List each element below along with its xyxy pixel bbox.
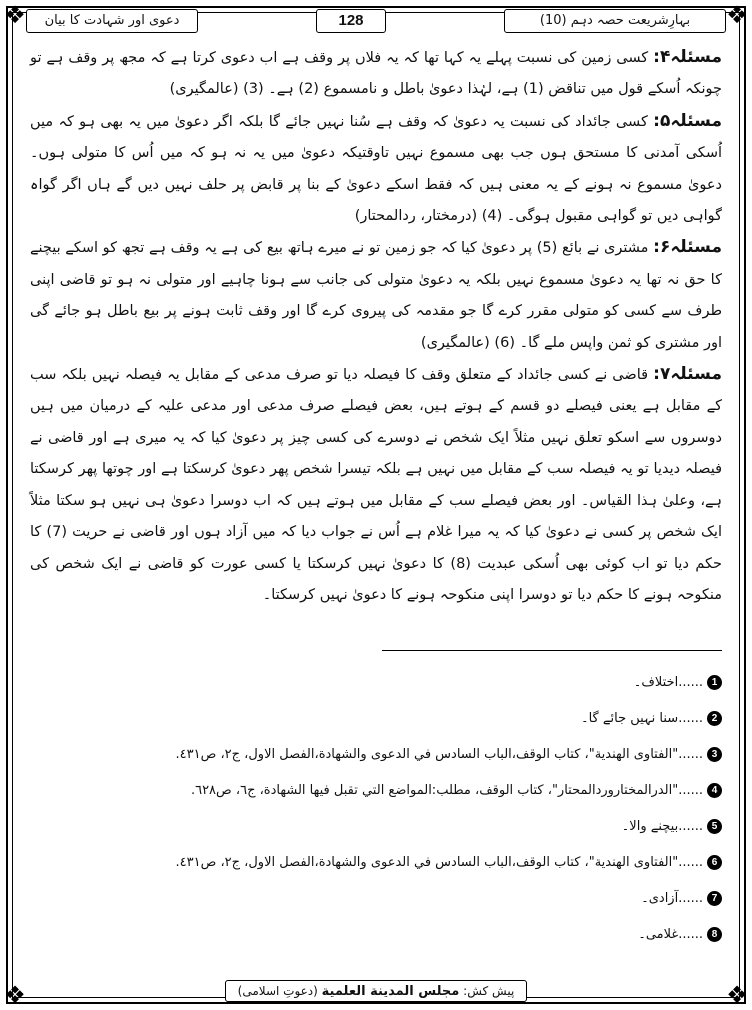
footnote-text: ......"الفتاوی الهندية"، كتاب الوقف،الباب السادس في الدعوى والشهادة،الفصل الاول، ج٢، ص٤٣١. <box>175 746 703 762</box>
footnote-item <box>30 880 722 916</box>
footnote-text: ......اختلاف۔ <box>633 674 703 690</box>
page-footer <box>0 980 752 1002</box>
issue-label: مسئلہ۵: <box>653 110 723 131</box>
main-text <box>30 42 722 611</box>
issue-paragraph <box>30 106 722 233</box>
footnote-number: 8 <box>707 927 722 942</box>
footnote-number: 5 <box>707 819 722 834</box>
footnote-number: 1 <box>707 675 722 690</box>
publisher-credit <box>225 980 528 1002</box>
corner-ornament-icon: ❖ <box>4 981 26 1009</box>
corner-ornament-icon: ❖ <box>4 1 26 29</box>
footnote-number: 2 <box>707 711 722 726</box>
footer-suffix: (دعوتِ اسلامی) <box>237 984 318 998</box>
footnote-number: 3 <box>707 747 722 762</box>
footnote-text: ......"الدرالمختاروردالمحتار"، كتاب الوقف، مطلب:المواضع التي تقبل فيها الشهادة، ج٦، ص٦٢٨. <box>190 782 703 798</box>
footnote-text: ......آزادی۔ <box>641 890 703 906</box>
footnote-item <box>30 844 722 880</box>
issue-label: مسئلہ۶: <box>653 237 722 258</box>
footnote-text: ......بیچنے والا۔ <box>621 818 703 834</box>
footer-prefix: پیش کش: <box>463 984 515 998</box>
issue-paragraph <box>30 359 722 611</box>
issue-paragraph <box>30 42 722 106</box>
page-number: 128 <box>316 9 386 33</box>
issue-text: کسی زمین کی نسبت پہلے یہ کہا تھا کہ یہ فلاں پر وقف ہے اب دعوی کرتا ہے کہ مجھ پر وقف ہے تو چونکہ اُسکے قول میں تناقض (1) ہے، لہٰذا دعویٰ باطل و نامسموع (2) ہے۔ (3) (عالمگیری) <box>30 50 722 98</box>
footnote-divider <box>382 650 722 651</box>
footnote-text: ......"الفتاوی الهندية"، كتاب الوقف،الباب السادس في الدعوى والشهادة،الفصل الاول، ج٢، ص٤٣١. <box>175 854 703 870</box>
issue-text: قاضی نے کسی جائداد کے متعلق وقف کا فیصلہ دیا تو صرف مدعی کے مقابل یہ فیصلہ نہیں بلکہ سب کے مقابل ہے یعنی فیصلے دو قسم کے ہوتے ہیں، بعض فیصلے صرف مدعی اور مدعی علیہ کے درمیان میں ہیں دوسروں سے اسکو تعلق نہیں مثلاً ایک شخص نے دوسرے کی کسی چیز پر دعویٰ کیا کہ یہ میری ہے اور قاضی نے فیصلہ دیدیا تو یہ فیصلہ سب کے مقابل میں نہیں ہے بلکہ تیسرا شخص پھر دعویٰ کرسکتا ہے اور چوتھا پھر کرسکتا ہے، وعلیٰ ہذا القیاس۔ اور بعض فیصلے سب کے مقابل میں ہوتے ہیں کہ اب دوسرا دعویٰ ہی نہیں ہو سکتا مثلاً ایک شخص پر کسی نے دعویٰ کیا کہ یہ میرا غلام ہے اُس نے جواب دیا کہ میں آزاد ہوں اور قاضی نے حریت (7) کا حکم دیا تو اب کوئی بھی اُسکی عبدیت (8) کا دعویٰ نہیں کرسکتا یا کسی عورت کو قاضی نے ایک شخص کی منکوحہ ہونے کا حکم دیا تو دوسرا اپنی منکوحہ ہونے کا دعویٰ نہیں کرسکتا۔ <box>30 367 722 603</box>
page-header <box>26 8 726 34</box>
footnotes <box>30 664 722 952</box>
footnote-item <box>30 916 722 952</box>
chapter-title: دعوی اور شہادت کا بیان <box>26 9 198 33</box>
footnote-item <box>30 700 722 736</box>
footnote-item <box>30 736 722 772</box>
corner-ornament-icon: ❖ <box>726 981 748 1009</box>
issue-paragraph <box>30 232 722 359</box>
footnote-text: ......غلامی۔ <box>638 926 703 942</box>
footnote-item <box>30 808 722 844</box>
book-title: بہارِشریعت حصہ دہم (10) <box>504 9 726 33</box>
issue-label: مسئلہ۴: <box>653 47 723 67</box>
footnote-item <box>30 664 722 700</box>
issue-text: مشتری نے بائع (5) پر دعویٰ کیا کہ جو زمین تو نے میرے ہاتھ بیع کی ہے یہ وقف ہے تجھ کو اسکے بیچنے کا حق نہ تھا یہ دعویٰ مسموع نہیں بلکہ یہ دعویٰ متولی کی جانب سے ہونا چاہیے اور متولی نہ ہو تو قاضی اپنی طرف سے کسی کو متولی مقرر کرے گا جو مقدمہ کی پیروی کرے گا اور وقف ثابت ہونے پر بیع باطل ہو جائے گی اور مشتری کو ثمن واپس ملے گا۔ (6) (عالمگیری) <box>30 240 722 351</box>
publisher-name: مجلس المدينة العلمية <box>321 984 460 999</box>
footnote-number: 6 <box>707 855 722 870</box>
corner-ornament-icon: ❖ <box>726 1 748 29</box>
footnote-text: ......سنا نہیں جائے گا۔ <box>580 710 703 726</box>
footnote-number: 4 <box>707 783 722 798</box>
issue-text: کسی جائداد کی نسبت یہ دعویٰ کہ وقف ہے سُنا نہیں جائے گا بلکہ اگر دعویٰ میں یہ بھی ہو کہ میں اُسکی آمدنی کا مستحق ہوں جب بھی مسموع نہیں تاوقتیکہ دعویٰ میں یہ نہ ہو کہ میں اُس کا متولی ہوں۔ دعویٰ مسموع نہ ہونے کے یہ معنی ہیں کہ فقط اسکے دعویٰ کے بنا پر قابض پر حلف نہیں دیں گے ہاں اگر گواہ گواہی دیں تو گواہی مقبول ہوگی۔ (4) (درمختار، ردالمحتار) <box>30 113 722 225</box>
issue-label: مسئلہ۷: <box>653 364 722 385</box>
footnote-item <box>30 772 722 808</box>
footnote-number: 7 <box>707 891 722 906</box>
